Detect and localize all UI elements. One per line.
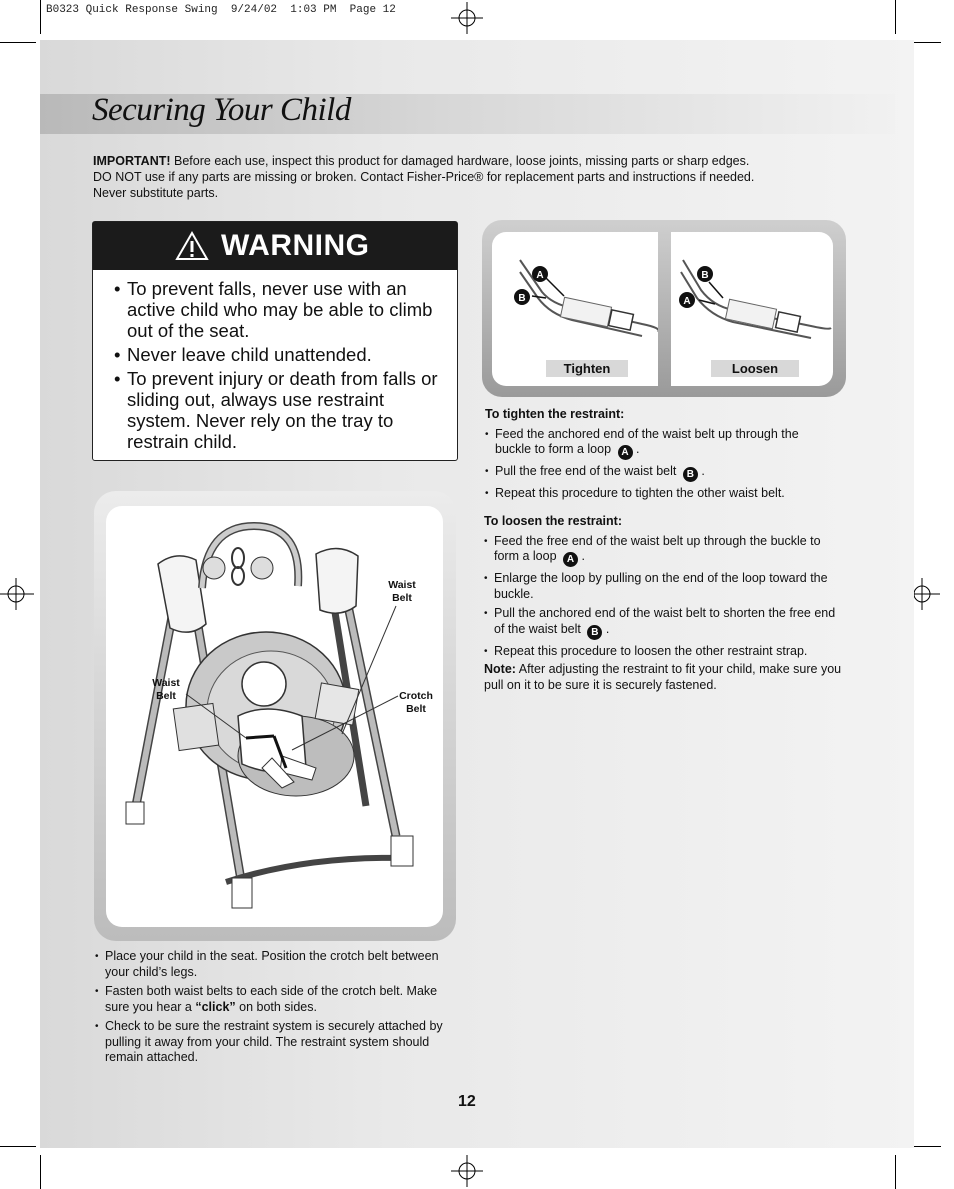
instruction-item: • Feed the free end of the waist belt up through the buckle to form a loop A . — [484, 534, 846, 568]
registration-mark-icon — [451, 2, 483, 34]
instruction-item: • Check to be sure the restraint system is securely attached by pulling it away from your child. The restraint system should remain attached. — [95, 1019, 457, 1066]
instruction-item: • Pull the free end of the waist belt B . — [485, 464, 835, 482]
tighten-heading: To tighten the restraint: — [485, 407, 625, 421]
instruction-item: • Repeat this procedure to loosen the other restraint strap. — [484, 644, 846, 660]
instruction-item: • Enlarge the loop by pulling on the end of the loop toward the buckle. — [484, 571, 846, 602]
tighten-instructions — [485, 407, 835, 506]
instruction-item: • Repeat this procedure to tighten the other waist belt. — [485, 486, 835, 502]
important-line: Never substitute parts. — [93, 186, 219, 200]
page-number: 12 — [458, 1093, 476, 1110]
note-text: After adjusting the restraint to fit your child, make sure you pull on it to be sure it is securely fastened. — [484, 662, 842, 692]
marker-a-icon: A — [563, 552, 578, 567]
registration-mark-icon — [0, 578, 34, 610]
swing-figure — [94, 491, 456, 941]
loosen-instructions — [484, 514, 846, 693]
crop-mark — [0, 42, 36, 43]
warning-header — [93, 222, 457, 270]
tighten-panel — [492, 232, 658, 386]
marker-a-icon: A — [618, 445, 633, 460]
instruction-item: • Feed the anchored end of the waist belt up through the buckle to form a loop A . — [485, 427, 835, 461]
page-title: Securing Your Child — [92, 92, 351, 128]
callout-waist-belt-left: Waist Belt — [152, 677, 180, 702]
callout-crotch-belt: Crotch Belt — [399, 690, 433, 715]
marker-b-icon: B — [683, 467, 698, 482]
marker-b-label: B — [518, 293, 526, 304]
marker-b-label: B — [701, 270, 709, 281]
print-slug: B0323 Quick Response Swing 9/24/02 1:03 PM Page 12 — [46, 4, 396, 16]
crop-mark — [895, 0, 896, 34]
warning-triangle-icon — [175, 231, 209, 261]
loosen-heading: To loosen the restraint: — [484, 514, 622, 528]
crop-mark — [40, 0, 41, 34]
important-notice — [93, 153, 793, 201]
tighten-label: Tighten — [546, 360, 628, 377]
restraint-figure — [482, 220, 846, 397]
instruction-item: • Place your child in the seat. Position the crotch belt between your child’s legs. — [95, 949, 457, 980]
registration-mark-icon — [451, 1155, 483, 1187]
loosen-panel — [671, 232, 833, 386]
note — [484, 662, 846, 693]
warning-item: • To prevent falls, never use with an active child who may be able to climb out of the seat. — [114, 278, 441, 341]
important-line: Before each use, inspect this product for damaged hardware, loose joints, missing parts or sharp edges. — [170, 154, 750, 168]
crop-mark — [0, 1146, 36, 1147]
warning-heading: WARNING — [221, 229, 370, 262]
marker-a-label: A — [536, 270, 544, 281]
seat-instructions — [95, 949, 457, 1070]
callout-waist-belt-right: Waist Belt — [388, 579, 416, 604]
important-lead: IMPORTANT! — [93, 154, 171, 168]
marker-a-label: A — [683, 296, 691, 307]
important-line: DO NOT use if any parts are missing or broken. Contact Fisher-Price® for replacement parts and instructions if needed. — [93, 170, 755, 184]
warning-box — [92, 221, 458, 461]
note-label: Note: — [484, 662, 516, 676]
warning-item: • To prevent injury or death from falls or sliding out, always use restraint system. Never rely on the tray to restrain child. — [114, 368, 441, 452]
instruction-item: • Fasten both waist belts to each side of the crotch belt. Make sure you hear a “click” on both sides. — [95, 984, 457, 1015]
warning-list — [93, 278, 457, 452]
loosen-label: Loosen — [711, 360, 799, 377]
crop-mark — [40, 1155, 41, 1189]
click-word: “click” — [195, 999, 236, 1014]
instruction-item: • Pull the anchored end of the waist belt to shorten the free end of the waist belt B . — [484, 606, 846, 640]
marker-b-icon: B — [587, 625, 602, 640]
warning-item: • Never leave child unattended. — [114, 344, 441, 365]
swing-figure-inner — [106, 506, 443, 927]
crop-mark — [895, 1155, 896, 1189]
swing-illustration — [106, 506, 443, 927]
